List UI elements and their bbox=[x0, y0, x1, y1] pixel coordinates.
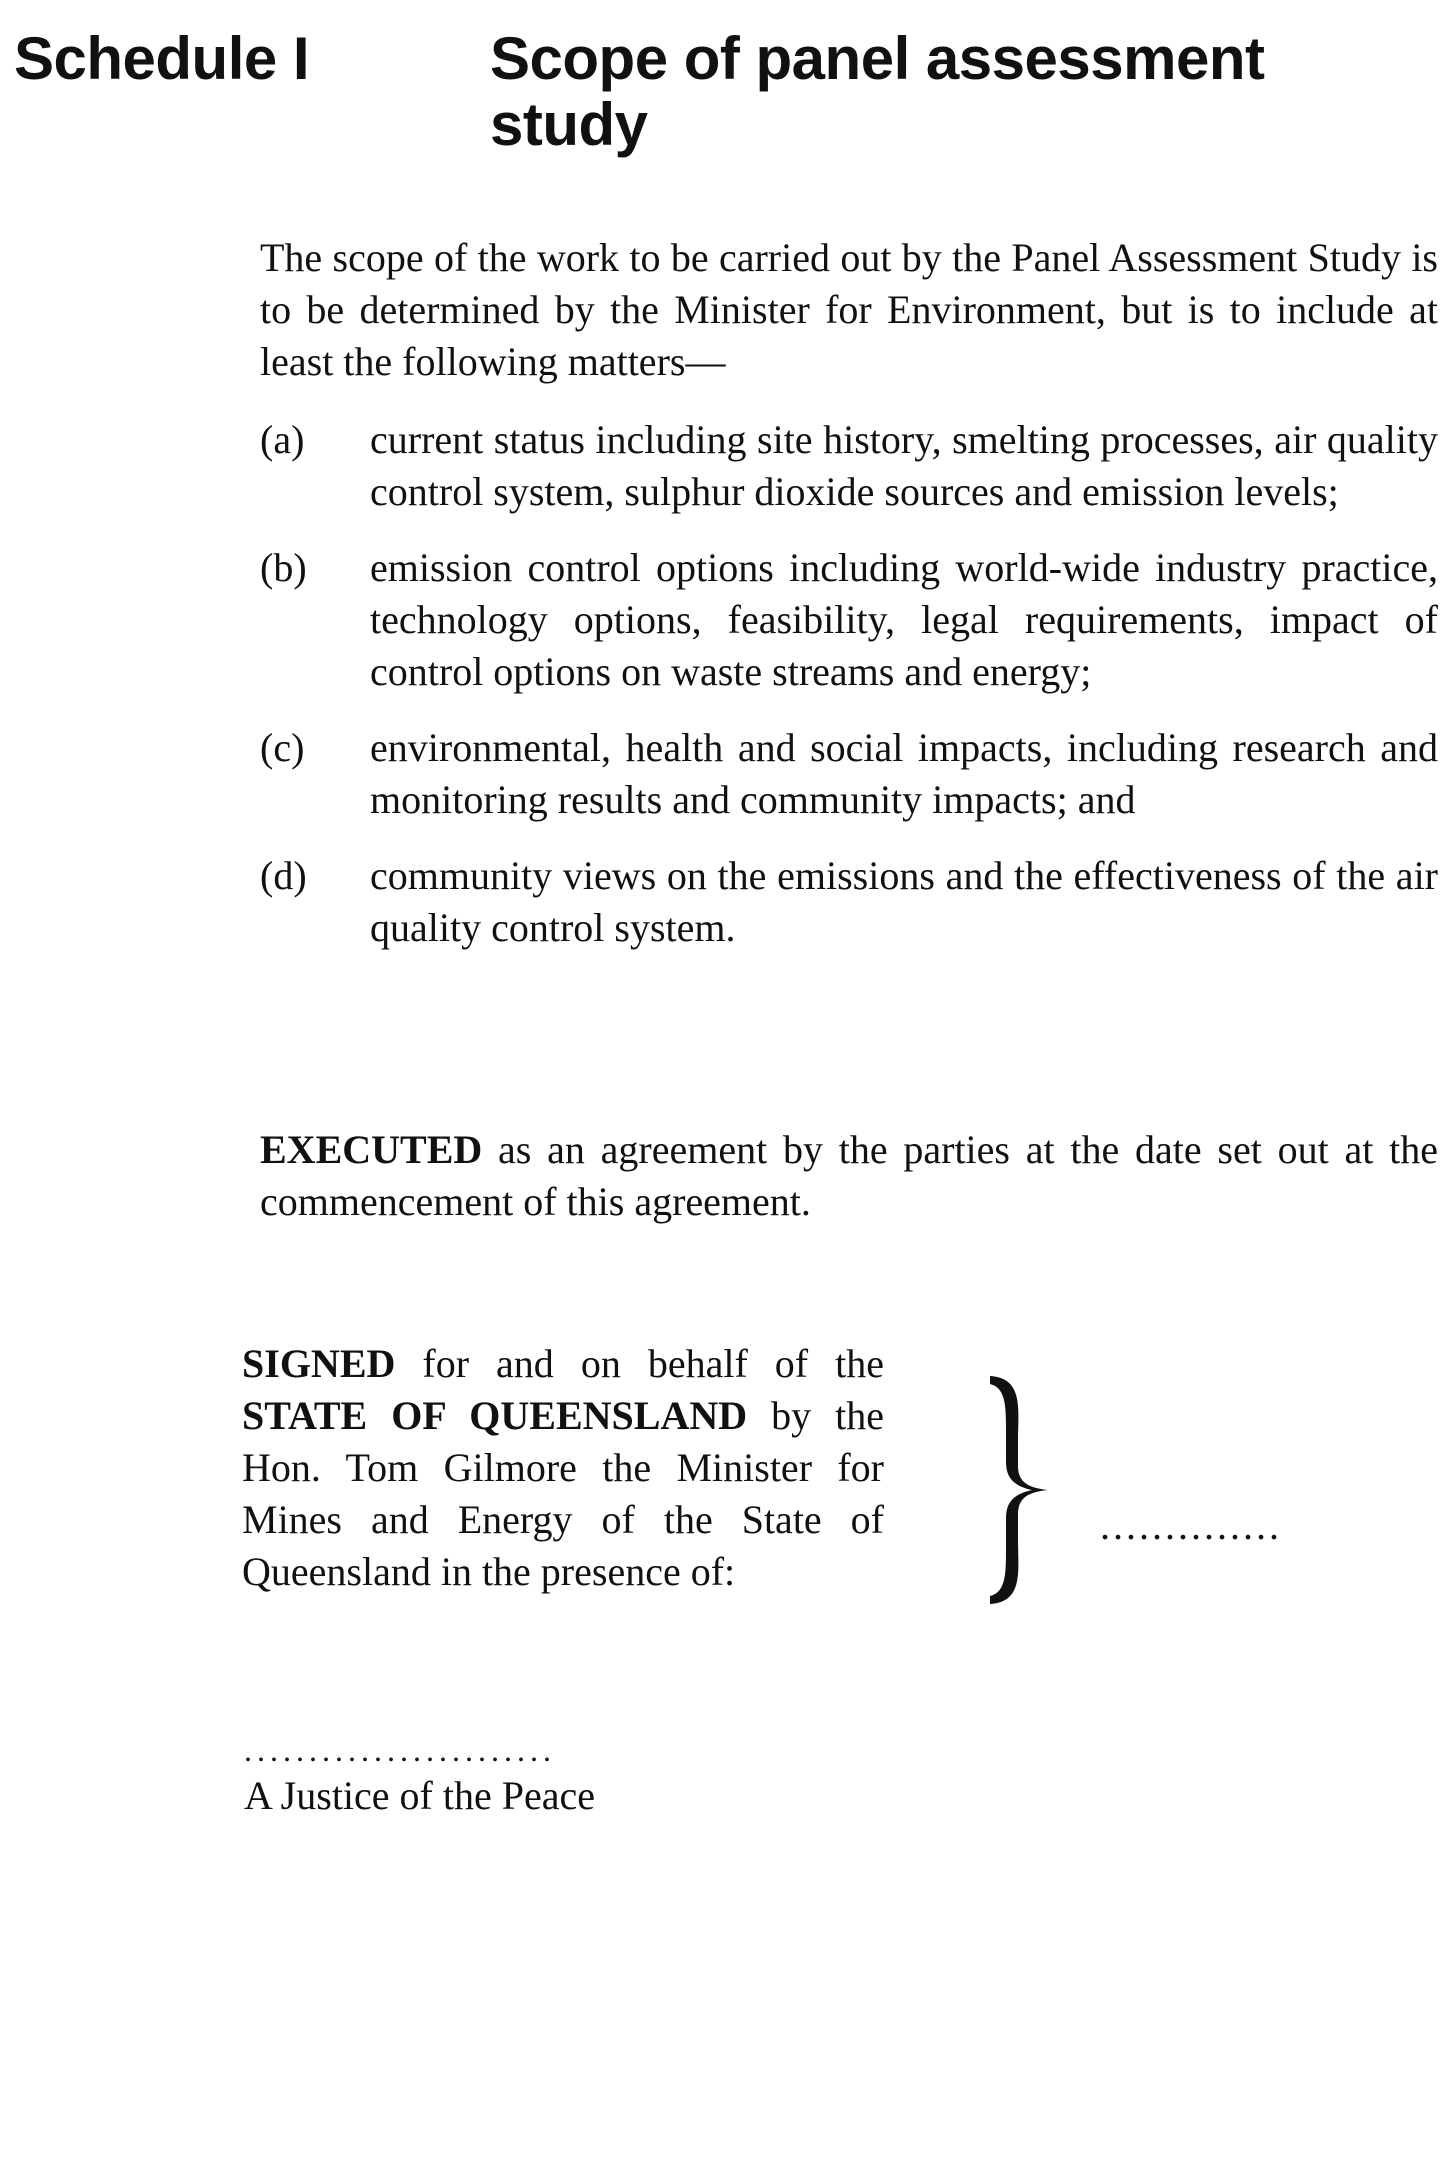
witness-signature-line: ........................ bbox=[244, 1732, 556, 1768]
right-brace-icon bbox=[984, 1370, 1054, 1610]
matter-item bbox=[260, 850, 1438, 954]
matter-label: (d) bbox=[260, 853, 307, 898]
matter-item bbox=[260, 722, 1438, 826]
witness-label: A Justice of the Peace bbox=[244, 1773, 595, 1818]
matter-label: (c) bbox=[260, 725, 305, 770]
matter-label: (a) bbox=[260, 417, 305, 462]
matter-item bbox=[260, 542, 1438, 698]
matters-list bbox=[260, 414, 1438, 978]
schedule-title: Scope of panel assessment study bbox=[490, 25, 1265, 158]
signing-text-2: by the Hon. Tom Gilmore the Minister for Mines and Energy of the State of Queensland in the presence of: bbox=[242, 1393, 884, 1594]
executed-text: as an agreement by the parties at the date set out at the commencement of this agreement. bbox=[260, 1127, 1438, 1224]
matter-text: emission control options including world-wide industry practice, technology options, feasibility, legal requirements, impact of control options on waste streams and energy; bbox=[370, 545, 1438, 694]
signature-line: .............. bbox=[1100, 1503, 1282, 1548]
intro-paragraph: The scope of the work to be carried out by the Panel Assessment Study is to be determined by the Minister for Environment, but is to include at least the following matters— bbox=[260, 235, 1438, 384]
matter-item bbox=[260, 414, 1438, 518]
matter-text: current status including site history, smelting processes, air quality control system, sulphur dioxide sources and emission levels; bbox=[370, 417, 1438, 514]
signing-clause bbox=[242, 1338, 884, 1598]
matter-text: environmental, health and social impacts, including research and monitoring results and community impacts; and bbox=[370, 725, 1438, 822]
matter-label: (b) bbox=[260, 545, 307, 590]
signing-text-1: for and on behalf of the bbox=[395, 1341, 884, 1386]
party-name: STATE OF QUEENSLAND bbox=[242, 1393, 748, 1438]
executed-paragraph bbox=[260, 1124, 1438, 1228]
matter-text: community views on the emissions and the effectiveness of the air quality control system. bbox=[370, 853, 1438, 950]
signed-keyword: SIGNED bbox=[242, 1341, 396, 1386]
executed-keyword: EXECUTED bbox=[260, 1127, 483, 1172]
schedule-label: Schedule I bbox=[14, 25, 310, 92]
